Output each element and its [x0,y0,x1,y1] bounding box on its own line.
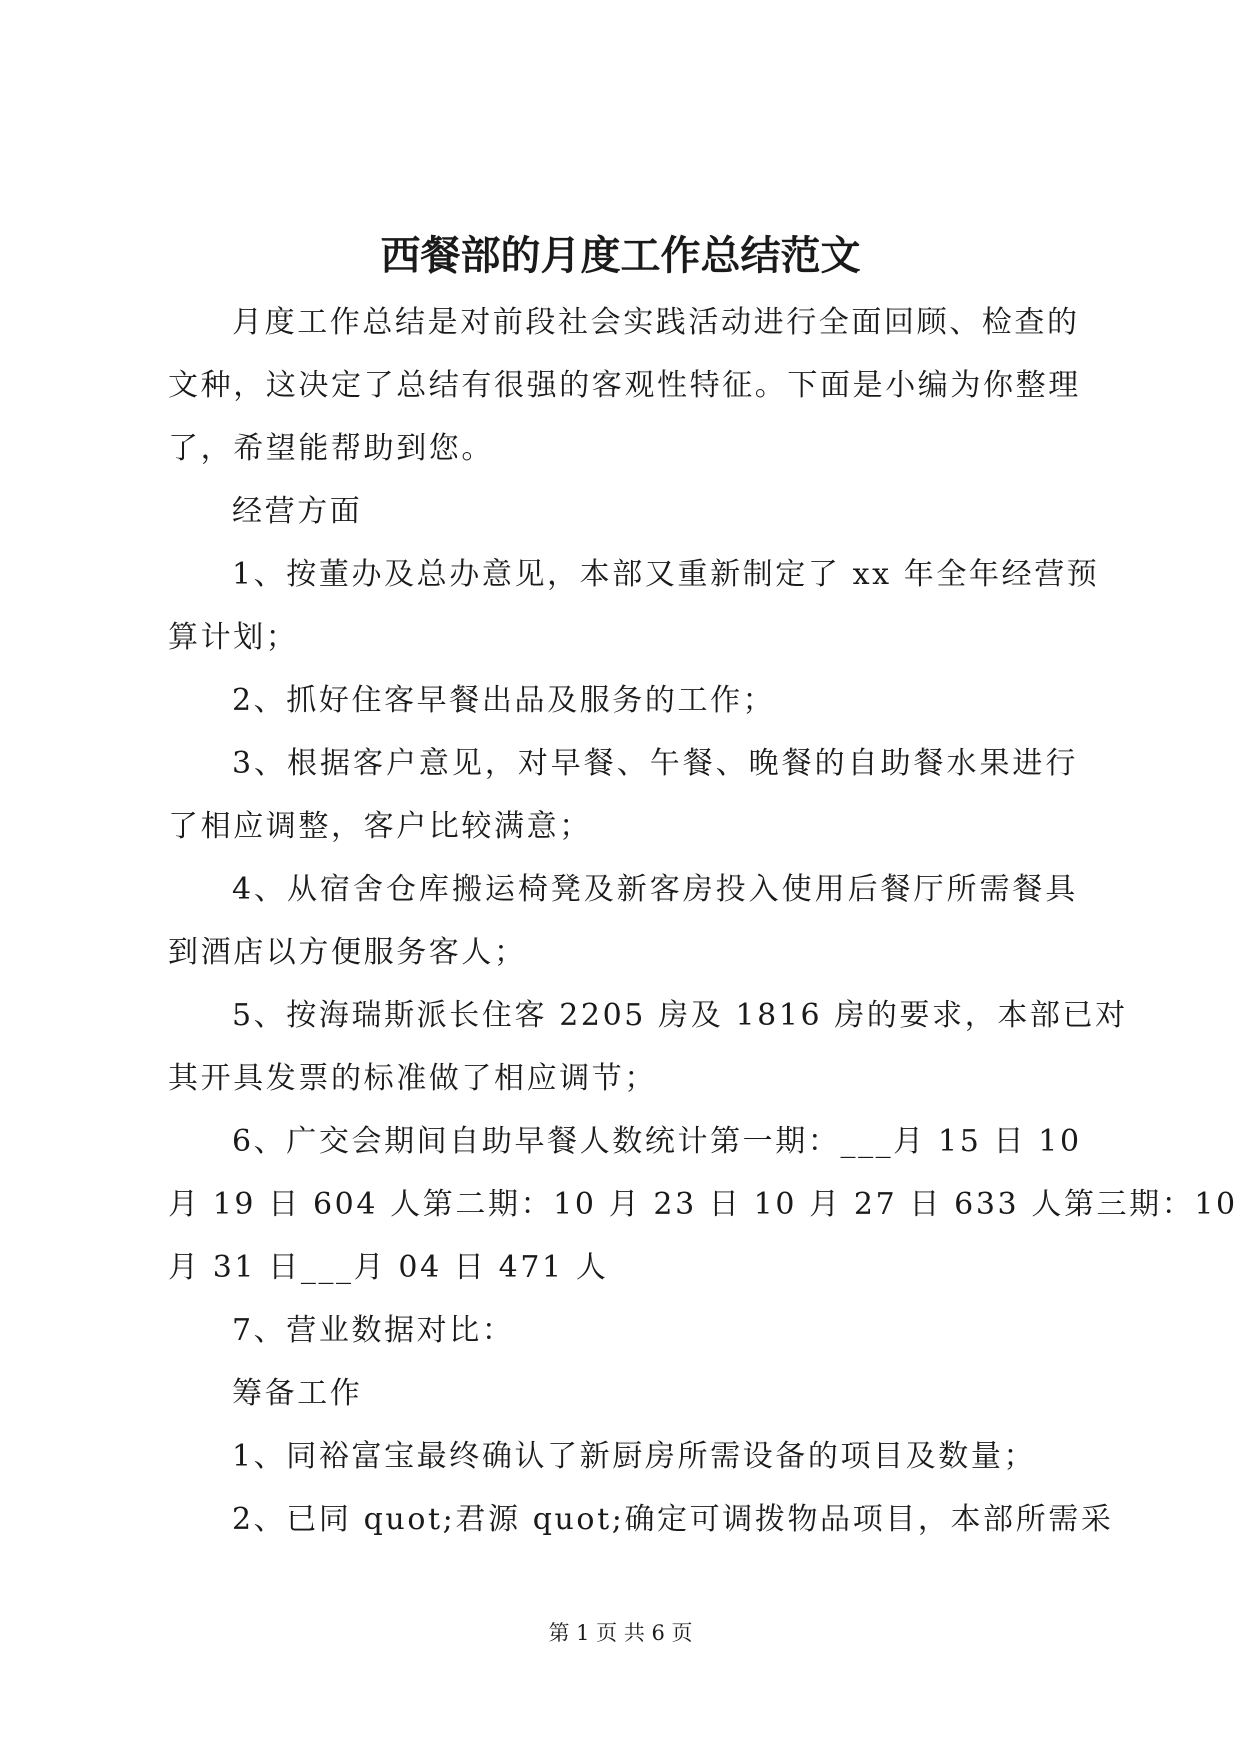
paragraph-line: 月 19 日 604 人第二期：10 月 23 日 10 月 27 日 633 人第三期：10 [168,1187,1238,1222]
paragraph-line: 月 31 日___月 04 日 471 人 [168,1250,609,1285]
paragraph [168,669,1078,732]
paragraph-line: 到酒店以方便服务客人； [168,935,527,970]
paragraph-line: 4、从宿舍仓库搬运椅凳及新客房投入使用后餐厅所需餐具 [232,872,1078,907]
paragraph [168,1299,1078,1362]
document-body [168,291,1238,1551]
paragraph-line: 其开具发票的标准做了相应调节； [168,1061,657,1096]
paragraph-line: 2、已同 quot;君源 quot;确定可调拨物品项目，本部所需采 [232,1502,1114,1537]
paragraph [168,1425,1078,1488]
paragraph [168,1362,1078,1425]
paragraph [168,1488,1114,1551]
document-title: 西餐部的月度工作总结范文 [380,232,861,279]
paragraph-line: 筹备工作 [232,1376,363,1411]
paragraph [168,543,1100,669]
paragraph-line: 3、根据客户意见，对早餐、午餐、晚餐的自助餐水果进行 [232,746,1078,781]
paragraph [168,858,1078,984]
paragraph-line: 2、抓好住客早餐出品及服务的工作； [232,683,776,718]
page-footer: 第 1 页 共 6 页 [548,1621,693,1645]
paragraph-line: 算计划； [168,620,299,655]
paragraph-line: 经营方面 [232,494,363,529]
paragraph-line: 6、广交会期间自助早餐人数统计第一期：___月 15 日 10 [232,1124,1082,1159]
paragraph [168,480,1078,543]
paragraph-line: 月度工作总结是对前段社会实践活动进行全面回顾、检查的 [232,305,1080,340]
paragraph [168,291,1081,480]
paragraph-line: 文种，这决定了总结有很强的客观性特征。下面是小编为你整理 [168,368,1081,403]
paragraph-line: 5、按海瑞斯派长住客 2205 房及 1816 房的要求，本部已对 [232,998,1128,1033]
paragraph-line: 7、营业数据对比： [232,1313,515,1348]
paragraph-line: 了相应调整，客户比较满意； [168,809,592,844]
paragraph [168,732,1078,858]
paragraph [168,984,1128,1110]
paragraph-line: 1、同裕富宝最终确认了新厨房所需设备的项目及数量； [232,1439,1037,1474]
paragraph [168,1110,1238,1299]
paragraph-line: 了，希望能帮助到您。 [168,431,494,466]
paragraph-line: 1、按董办及总办意见，本部又重新制定了 xx 年全年经营预 [232,557,1100,592]
